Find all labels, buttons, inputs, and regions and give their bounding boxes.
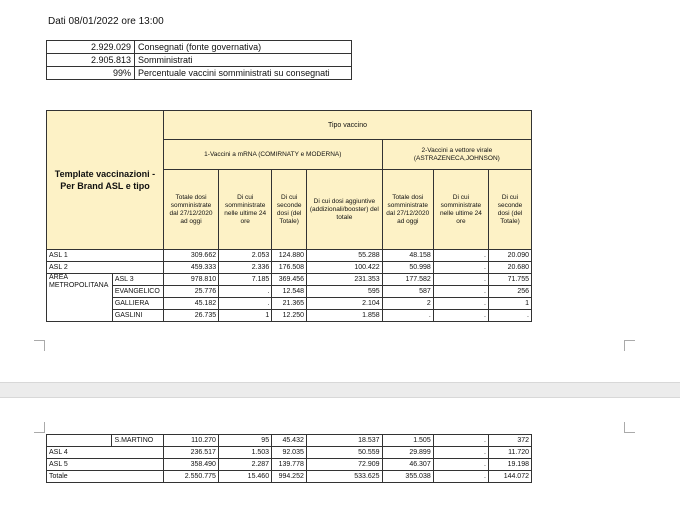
cell: 994.252 — [272, 471, 307, 483]
cell: . — [433, 471, 488, 483]
cell: 2 — [382, 298, 433, 310]
cell: 2.104 — [307, 298, 383, 310]
summary-value: 99% — [47, 67, 135, 80]
cell: 369.456 — [272, 274, 307, 286]
cell: . — [382, 310, 433, 322]
cell: 48.158 — [382, 250, 433, 262]
cell: 1 — [489, 298, 532, 310]
area-metropolitana-label: AREA METROPOLITANA — [47, 274, 113, 322]
asl-label: ASL 4 — [47, 447, 164, 459]
table-row — [47, 310, 532, 322]
cell: . — [433, 250, 488, 262]
cell: 21.365 — [272, 298, 307, 310]
cell: 2.550.775 — [163, 471, 218, 483]
cell: . — [489, 310, 532, 322]
cell: 2.287 — [218, 459, 271, 471]
cell: 100.422 — [307, 262, 383, 274]
cell: 1.503 — [218, 447, 271, 459]
cell: 11.720 — [488, 447, 531, 459]
col-aggiuntive-header: Di cui dosi aggiuntive (addizionali/booster) del totale — [307, 170, 383, 250]
cell: 2.053 — [219, 250, 272, 262]
page-corner-mark — [34, 422, 45, 433]
cell: . — [433, 298, 488, 310]
cell: 144.072 — [488, 471, 531, 483]
col-seconde-header-2: Di cui seconde dosi (del Totale) — [489, 170, 532, 250]
cell: 15.460 — [218, 471, 271, 483]
cell: . — [433, 262, 488, 274]
cell: . — [433, 459, 488, 471]
asl-label: ASL 2 — [47, 262, 164, 274]
table-row-total — [47, 471, 532, 483]
vaccine-table-continued — [46, 434, 532, 483]
cell: 358.490 — [163, 459, 218, 471]
cell: 459.333 — [163, 262, 218, 274]
cell: 533.625 — [306, 471, 382, 483]
cell: 50.998 — [382, 262, 433, 274]
summary-value: 2.905.813 — [47, 54, 135, 67]
cell: . — [433, 274, 488, 286]
cell: . — [433, 435, 488, 447]
cell: 1.505 — [382, 435, 433, 447]
group-vettore-header: 2-Vaccini a vettore virale (ASTRAZENECA,JOHNSON) — [382, 140, 531, 170]
sub-label: ASL 3 — [112, 274, 163, 286]
summary-value: 2.929.029 — [47, 41, 135, 54]
col-seconde-header: Di cui seconde dosi (del Totale) — [272, 170, 307, 250]
cell: 236.517 — [163, 447, 218, 459]
asl-label: ASL 5 — [47, 459, 164, 471]
cell: 177.582 — [382, 274, 433, 286]
cell: 231.353 — [307, 274, 383, 286]
cell: 2.336 — [219, 262, 272, 274]
cell: 309.662 — [163, 250, 218, 262]
cell: . — [433, 286, 488, 298]
total-label: Totale — [47, 471, 164, 483]
vaccine-table — [46, 110, 532, 322]
cell: 124.880 — [272, 250, 307, 262]
cell: 92.035 — [272, 447, 307, 459]
cell: 7.185 — [219, 274, 272, 286]
tipo-vaccino-header: Tipo vaccino — [163, 111, 531, 140]
table-row — [47, 262, 532, 274]
asl-label — [47, 435, 112, 447]
cell: 45.182 — [163, 298, 218, 310]
cell: 372 — [488, 435, 531, 447]
col-totale-header-2: Totale dosi somministrate dal 27/12/2020 ad oggi — [382, 170, 433, 250]
col-ultime24-header: Di cui somministrate nelle ultime 24 ore — [219, 170, 272, 250]
cell: 26.735 — [163, 310, 218, 322]
table-row — [47, 286, 532, 298]
summary-table — [46, 40, 352, 80]
cell: . — [219, 298, 272, 310]
summary-label: Somministrati — [135, 54, 352, 67]
cell: 20.090 — [489, 250, 532, 262]
cell: . — [219, 286, 272, 298]
summary-row — [47, 67, 352, 80]
cell: 587 — [382, 286, 433, 298]
cell: 46.307 — [382, 459, 433, 471]
cell: . — [433, 310, 488, 322]
sub-label: S.MARTINO — [112, 435, 163, 447]
cell: 71.755 — [489, 274, 532, 286]
table-row — [47, 274, 532, 286]
cell: 12.250 — [272, 310, 307, 322]
col-ultime24-header-2: Di cui somministrate nelle ultime 24 ore — [433, 170, 488, 250]
cell: 18.537 — [306, 435, 382, 447]
sub-label: EVANGELICO — [112, 286, 163, 298]
cell: 110.270 — [163, 435, 218, 447]
cell: 256 — [489, 286, 532, 298]
cell: 1.858 — [307, 310, 383, 322]
cell: 95 — [218, 435, 271, 447]
cell: 595 — [307, 286, 383, 298]
cell: 19.198 — [488, 459, 531, 471]
summary-row — [47, 41, 352, 54]
cell: 176.508 — [272, 262, 307, 274]
cell: 12.548 — [272, 286, 307, 298]
cell: . — [433, 447, 488, 459]
cell: 72.909 — [306, 459, 382, 471]
table-row — [47, 447, 532, 459]
asl-label: ASL 1 — [47, 250, 164, 262]
sub-label: GASLINI — [112, 310, 163, 322]
table-row — [47, 459, 532, 471]
table-row — [47, 250, 532, 262]
cell: 55.288 — [307, 250, 383, 262]
cell: 139.778 — [272, 459, 307, 471]
cell: 978.810 — [163, 274, 218, 286]
summary-row — [47, 54, 352, 67]
page-corner-mark — [624, 422, 635, 433]
table-title: Template vaccinazioni - Per Brand ASL e tipo — [47, 111, 164, 250]
table-row — [47, 298, 532, 310]
group-mrna-header: 1-Vaccini a mRNA (COMIRNATY e MODERNA) — [163, 140, 382, 170]
col-totale-header: Totale dosi somministrate dal 27/12/2020 ad oggi — [163, 170, 218, 250]
cell: 20.680 — [489, 262, 532, 274]
cell: 50.559 — [306, 447, 382, 459]
cell: 355.038 — [382, 471, 433, 483]
page-break — [0, 382, 680, 398]
date-line: Dati 08/01/2022 ore 13:00 — [48, 16, 164, 27]
table-row — [47, 435, 532, 447]
cell: 29.899 — [382, 447, 433, 459]
cell: 1 — [219, 310, 272, 322]
summary-label: Percentuale vaccini somministrati su consegnati — [135, 67, 352, 80]
cell: 25.776 — [163, 286, 218, 298]
cell: 45.432 — [272, 435, 307, 447]
page-corner-mark — [624, 340, 635, 351]
sub-label: GALLIERA — [112, 298, 163, 310]
summary-label: Consegnati (fonte governativa) — [135, 41, 352, 54]
page-corner-mark — [34, 340, 45, 351]
